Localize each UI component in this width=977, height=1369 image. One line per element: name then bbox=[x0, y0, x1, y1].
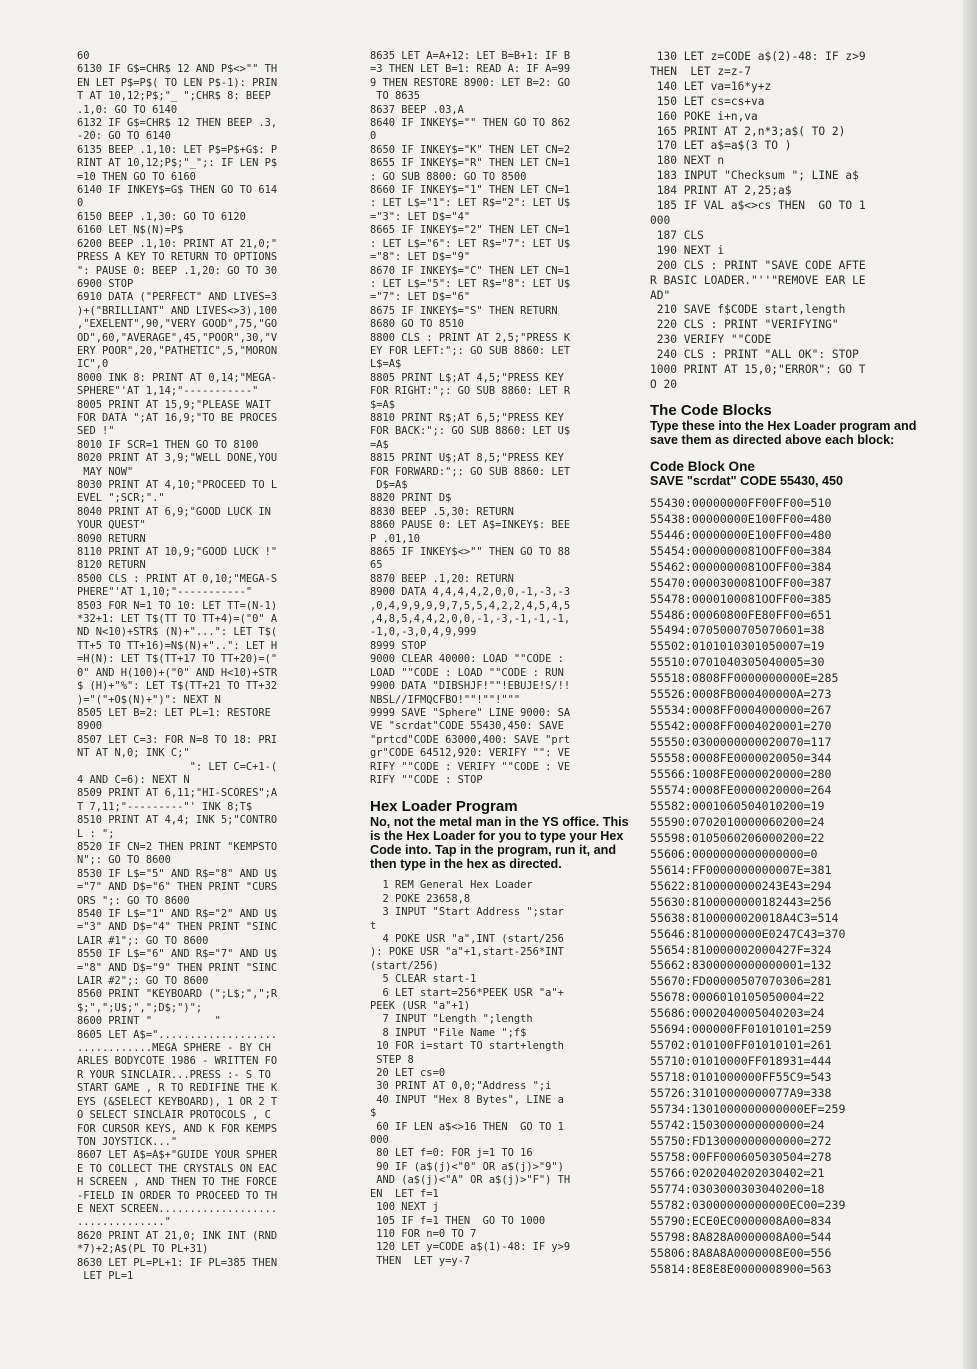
code-line: 8005 PRINT AT 15,9;"PLEASE WAIT bbox=[77, 398, 271, 411]
code-line: 8830 BEEP .5,30: RETURN bbox=[370, 505, 514, 518]
code-line: 0 bbox=[77, 197, 84, 210]
code-line: 9999 SAVE "Sphere" LINE 9000: SA bbox=[370, 706, 571, 719]
hex-loader-line: AND (a$(j)<"A" OR a$(j)>"F") TH bbox=[370, 1174, 571, 1187]
basic-listing-part-2 bbox=[370, 50, 642, 787]
hex-loader-line: 183 INPUT "Checksum "; LINE a$ bbox=[650, 169, 859, 183]
code-line: ": PAUSE 0: BEEP .1,20: GO TO 30 bbox=[77, 264, 278, 277]
hex-code-line: 55462:0000000081OOFF00=384 bbox=[650, 559, 832, 574]
hex-code-line: 55662:8300000000000001=132 bbox=[650, 958, 832, 973]
hex-code-line: 55526:0008FB000400000A=273 bbox=[650, 687, 832, 702]
code-line: OD",60,"AVERAGE",45,"POOR",30,"V bbox=[77, 331, 278, 344]
code-line: 6130 IF G$=CHR$ 12 AND P$<>"" TH bbox=[77, 63, 278, 76]
hex-loader-line: 80 LET f=0: FOR j=1 TO 16 bbox=[370, 1147, 533, 1160]
code-line: TON JOYSTICK..." bbox=[77, 1135, 178, 1148]
code-line: START GAME , R TO REDIFINE THE K bbox=[77, 1082, 278, 1095]
code-line: 6150 BEEP .1,30: GO TO 6120 bbox=[77, 210, 246, 223]
hex-loader-line: 185 IF VAL a$<>cs THEN GO TO 1 bbox=[650, 199, 866, 213]
hex-code-line: 55686:0002040005040203=24 bbox=[650, 1006, 825, 1021]
code-line: 8865 IF INKEY$<>"" THEN GO TO 88 bbox=[370, 546, 571, 559]
code-line: 6200 BEEP .1,10: PRINT AT 21,0;" bbox=[77, 237, 278, 250]
code-line: 6132 IF G$=CHR$ 12 THEN BEEP .3, bbox=[77, 117, 278, 130]
code-line: EN LET P$=P$( TO LEN P$-1): PRIN bbox=[77, 76, 278, 89]
code-line: 8665 IF INKEY$="2" THEN LET CN=1 bbox=[370, 224, 571, 237]
code-line: "prtcd"CODE 63000,400: SAVE "prt bbox=[370, 733, 571, 746]
code-line: 8650 IF INKEY$="K" THEN LET CN=2 bbox=[370, 143, 571, 156]
hex-code-line: 55806:8A8A8A0000008E00=556 bbox=[650, 1245, 832, 1260]
hex-code-line: 55798:8A828A0000008A00=544 bbox=[650, 1229, 832, 1244]
hex-code-line: 55478:0000100081OOFF00=385 bbox=[650, 591, 832, 606]
code-line: R YOUR SINCLAIR...PRESS :- S TO bbox=[77, 1068, 271, 1081]
code-line: 8637 BEEP .03,A bbox=[370, 103, 464, 116]
code-line: 0" AND H(100)+("0" AND H<10)+STR bbox=[77, 666, 278, 679]
code-line: 9000 CLEAR 40000: LOAD ""CODE : bbox=[370, 653, 564, 666]
code-blocks-heading: The Code Blocks bbox=[650, 401, 772, 419]
hex-code-line: 55718:0101000000FF55C9=543 bbox=[650, 1070, 832, 1085]
code-line: 8670 IF INKEY$="C" THEN LET CN=1 bbox=[370, 264, 571, 277]
code-line: L : "; bbox=[77, 827, 115, 840]
code-line: 8550 IF L$="6" AND R$="7" AND U$ bbox=[77, 948, 278, 961]
code-line: ERY POOR",20,"PATHETIC",5,"MORON bbox=[77, 344, 278, 357]
hex-code-line: 55590:0702010000060200=24 bbox=[650, 814, 825, 829]
hex-loader-line: 2 POKE 23658,8 bbox=[370, 892, 471, 905]
code-line: O SELECT SINCLAIR PROTOCOLS , C bbox=[77, 1109, 271, 1122]
code-line: 8505 LET B=2: LET PL=1: RESTORE bbox=[77, 706, 271, 719]
hex-loader-line: PEEK (USR "a"+1) bbox=[370, 1000, 471, 1012]
hex-code-line: 55702:010100FF01010101=261 bbox=[650, 1038, 832, 1053]
code-line: 6900 STOP bbox=[77, 277, 134, 290]
code-line: )+("BRILLIANT" AND LIVES<>3),100 bbox=[77, 304, 278, 317]
hex-loader-line: THEN LET y=y-7 bbox=[370, 1254, 471, 1267]
hex-code-line: 55790:ECE0EC0000008A00=834 bbox=[650, 1213, 832, 1228]
code-line: -20: GO TO 6140 bbox=[77, 130, 171, 143]
hex-loader-line: 000 bbox=[650, 213, 671, 227]
code-line: : LET L$="5": LET R$="8": LET U$ bbox=[370, 277, 571, 290]
code-line: 8805 PRINT L$;AT 4,5;"PRESS KEY bbox=[370, 371, 564, 384]
hex-code-line: 55694:000000FF01010101=259 bbox=[650, 1022, 832, 1037]
code-line: E NEXT SCREEN................... bbox=[77, 1202, 278, 1215]
code-line: 8800 CLS : PRINT AT 2,5;"PRESS K bbox=[370, 331, 571, 344]
hex-code-line: 55606:0000000000000000=0 bbox=[650, 846, 818, 861]
code-line: SED !" bbox=[77, 425, 115, 438]
hex-loader-line: 190 NEXT i bbox=[650, 243, 725, 257]
code-line: 6140 IF INKEY$=G$ THEN GO TO 614 bbox=[77, 184, 278, 197]
code-line: 9900 DATA "DIBSHJF!""!EBUJE!S/!! bbox=[370, 680, 571, 693]
hex-loader-line: 110 FOR n=0 TO 7 bbox=[370, 1227, 477, 1240]
code-line: =3 THEN LET B=1: READ A: IF A=99 bbox=[370, 63, 571, 76]
hex-loader-line: 7 INPUT "Length ";length bbox=[370, 1013, 533, 1026]
hex-loader-line: 220 CLS : PRINT "VERIFYING" bbox=[650, 318, 839, 332]
code-line: 8870 BEEP .1,20: RETURN bbox=[370, 572, 514, 585]
hex-loader-line: 20 LET cs=0 bbox=[370, 1067, 446, 1080]
hex-code-line: 55750:FD13000000000000=272 bbox=[650, 1133, 832, 1148]
hex-code-line: 55550:0300000000020070=117 bbox=[650, 735, 832, 750]
hex-code-line: 55534:0008FF0004000000=267 bbox=[650, 703, 832, 718]
listing-column-1 bbox=[77, 50, 347, 1283]
hex-loader-line: 60 IF LEN a$<>16 THEN GO TO 1 bbox=[370, 1120, 564, 1133]
hex-loader-line: 4 POKE USR "a",INT (start/256 bbox=[370, 932, 564, 945]
hex-loader-line: 200 CLS : PRINT "SAVE CODE AFTE bbox=[650, 258, 866, 272]
code-line: 9 THEN RESTORE 8900: LET B=2: GO bbox=[370, 76, 571, 89]
hex-code-line: 55494:0705000705070601=38 bbox=[650, 623, 825, 638]
code-line: ": LET C=C+1-( bbox=[77, 760, 278, 773]
page-edge bbox=[963, 0, 977, 1369]
code-line: NT AT N,0; INK C;" bbox=[77, 747, 190, 760]
code-line: ,"EXELENT",90,"VERY GOOD",75,"GO bbox=[77, 318, 278, 331]
code-line: 8600 PRINT " " bbox=[77, 1015, 221, 1028]
code-line: PHERE"'AT 1,10;"-----------" bbox=[77, 586, 253, 599]
code-line: =A$ bbox=[370, 438, 389, 451]
code-line: EVEL ";SCR;"." bbox=[77, 492, 165, 505]
hex-loader-line: 1000 PRINT AT 15,0;"ERROR": GO T bbox=[650, 363, 866, 377]
hex-loader-line: 3 INPUT "Start Address ";star bbox=[370, 906, 564, 919]
code-line: T 7,11;"---------"' INK 8;T$ bbox=[77, 800, 253, 813]
hex-loader-line: 30 PRINT AT 0,0;"Address ";i bbox=[370, 1080, 552, 1093]
hex-loader-line: 000 bbox=[370, 1134, 389, 1147]
code-line: 6135 BEEP .1,10: LET P$=P$+G$: P bbox=[77, 143, 278, 156]
code-line: 8520 IF CN=2 THEN PRINT "KEMPSTO bbox=[77, 840, 278, 853]
code-line: N";: GO TO 8600 bbox=[77, 854, 171, 867]
code-line: 8675 IF INKEY$="S" THEN RETURN bbox=[370, 304, 558, 317]
code-line: LET PL=1 bbox=[77, 1269, 134, 1282]
code-blocks-intro: Type these into the Hex Loader program and save them as directed above each block: bbox=[650, 418, 917, 447]
code-line: 8010 IF SCR=1 THEN GO TO 8100 bbox=[77, 438, 259, 451]
code-line: YOUR QUEST" bbox=[77, 519, 146, 532]
code-line: gr"CODE 64512,920: VERIFY "": VE bbox=[370, 747, 571, 760]
hex-loader-line: 105 IF f=1 THEN GO TO 1000 bbox=[370, 1214, 546, 1227]
hex-code-line: 55782:03000000000000EC00=239 bbox=[650, 1197, 846, 1212]
hex-loader-line: 184 PRINT AT 2,25;a$ bbox=[650, 184, 792, 198]
hex-code-line: 55638:8100000020018A4C3=514 bbox=[650, 910, 839, 925]
code-line: H SCREEN , AND THEN TO THE FORCE bbox=[77, 1176, 278, 1189]
code-line: FOR RIGHT:";: GO SUB 8860: LET R bbox=[370, 385, 571, 398]
hex-code-line: 55582:0001060504010200=19 bbox=[650, 798, 825, 813]
code-line: ARLES BODYCOTE 1986 - WRITTEN FO bbox=[77, 1055, 278, 1068]
code-line: IC",0 bbox=[77, 358, 109, 371]
hex-code-line: 55430:00000000FF00FF00=510 bbox=[650, 495, 832, 510]
code-line: 8640 IF INKEY$="" THEN GO TO 862 bbox=[370, 117, 571, 130]
code-line: VE "scrdat"CODE 55430,450: SAVE bbox=[370, 720, 564, 733]
hex-code-line: 55438:00000000E100FF00=480 bbox=[650, 511, 832, 526]
code-line: MAY NOW" bbox=[77, 465, 134, 478]
hex-loader-intro: No, not the metal man in the YS office. This is the Hex Loader for you to type your Hex Code into. Tap in the program, run it, and then type in the hex as directed. bbox=[370, 815, 629, 872]
code-line: 8110 PRINT AT 10,9;"GOOD LUCK !" bbox=[77, 546, 278, 559]
hex-loader-line: 210 SAVE f$CODE start,length bbox=[650, 303, 846, 317]
code-line: ND N<10)+STR$ (N)+"...": LET T$( bbox=[77, 626, 278, 639]
hex-code-line: 55726:31010000000077A9=338 bbox=[650, 1086, 832, 1101]
code-line: RIFY ""CODE : VERIFY ""CODE : VE bbox=[370, 760, 571, 773]
code-line: 8815 PRINT U$;AT 8,5;"PRESS KEY bbox=[370, 452, 564, 465]
hex-code-line: 55510:0701040305040005=30 bbox=[650, 655, 825, 670]
code-line: L$=A$ bbox=[370, 358, 402, 371]
code-line: ="8" AND D$="9" THEN PRINT "SINC bbox=[77, 961, 278, 974]
hex-code-line: 55654:810000002000427F=324 bbox=[650, 942, 832, 957]
code-line: FOR DATA ";AT 16,9;"TO BE PROCES bbox=[77, 411, 278, 424]
code-line: P .01,10 bbox=[370, 532, 421, 545]
code-line: 8040 PRINT AT 6,9;"GOOD LUCK IN bbox=[77, 505, 271, 518]
hex-code-line: 55486:00060800FE80FF00=651 bbox=[650, 607, 832, 622]
code-line: 8680 GO TO 8510 bbox=[370, 318, 464, 331]
hex-code-line: 55446:00000000E100FF00=480 bbox=[650, 527, 832, 542]
code-line: ORS ";: GO TO 8600 bbox=[77, 894, 190, 907]
hex-loader-listing bbox=[370, 879, 642, 1268]
code-line: 6160 LET N$(N)=P$ bbox=[77, 224, 184, 237]
hex-loader-line: AD" bbox=[650, 288, 671, 302]
code-line: ,0,4,9,9,9,9,7,5,5,4,2,2,4,5,4,5 bbox=[370, 599, 571, 612]
code-line: 8540 IF L$="1" AND R$="2" AND U$ bbox=[77, 908, 278, 920]
code-line: ="7" AND D$="6" THEN PRINT "CURS bbox=[77, 881, 278, 894]
code-line: NBSL//IFMQCFBO!""!""!""" bbox=[370, 693, 521, 706]
code-line: 8030 PRINT AT 4,10;"PROCEED TO L bbox=[77, 479, 278, 491]
code-line: ="8": LET D$="9" bbox=[370, 251, 471, 264]
code-line: 8860 PAUSE 0: LET A$=INKEY$: BEE bbox=[370, 519, 571, 532]
hex-code-listing bbox=[650, 496, 918, 1278]
hex-code-line: 55758:00FF000605030504=278 bbox=[650, 1149, 832, 1164]
hex-loader-line: 130 LET z=CODE a$(2)-48: IF z>9 bbox=[650, 50, 866, 63]
code-line: PRESS A KEY TO RETURN TO OPTIONS bbox=[77, 251, 278, 264]
hex-loader-line: 40 INPUT "Hex 8 Bytes", LINE a bbox=[370, 1093, 564, 1106]
code-line: 8560 PRINT "KEYBOARD (";L$;",";R bbox=[77, 988, 278, 1001]
code-line: ="7": LET D$="6" bbox=[370, 291, 471, 304]
hex-code-line: 55454:0000000081OOFF00=384 bbox=[650, 543, 832, 558]
code-line: 0 bbox=[370, 130, 377, 143]
hex-loader-line: EN LET f=1 bbox=[370, 1187, 439, 1200]
code-line: T AT 10,12;P$;"_ ";CHR$ 8: BEEP bbox=[77, 90, 271, 103]
code-line: RINT AT 10,12;P$;"_";: IF LEN P$ bbox=[77, 157, 278, 170]
code-line: 8900 bbox=[77, 720, 103, 733]
code-line: =10 THEN GO TO 6160 bbox=[77, 170, 196, 183]
code-line: 8900 DATA 4,4,4,4,2,0,0,-1,-3,-3 bbox=[370, 586, 571, 599]
hex-code-line: 55558:0008FE0000020050=344 bbox=[650, 751, 832, 766]
hex-code-line: 55518:0808FF0000000000E=285 bbox=[650, 671, 839, 686]
listing-column-2 bbox=[370, 50, 642, 1268]
hex-loader-line: 140 LET va=16*y+z bbox=[650, 79, 772, 93]
code-line: FOR BACK:";: GO SUB 8860: LET U$ bbox=[370, 425, 571, 438]
hex-loader-line: 165 PRINT AT 2,n*3;a$( TO 2) bbox=[650, 124, 846, 138]
code-line: ............MEGA SPHERE - BY CH bbox=[77, 1042, 271, 1055]
hex-loader-line: ): POKE USR "a"+1,start-256*INT bbox=[370, 946, 564, 959]
code-line: *7)+2;A$(PL TO PL+31) bbox=[77, 1243, 209, 1256]
hex-code-line: 55774:0303000303040200=18 bbox=[650, 1181, 825, 1196]
hex-code-line: 55614:FF0000000000007E=381 bbox=[650, 862, 832, 877]
code-line: 6910 DATA ("PERFECT" AND LIVES=3 bbox=[77, 291, 278, 304]
code-line: : LET L$="6": LET R$="7": LET U$ bbox=[370, 237, 571, 250]
hex-code-line: 55542:0008FF0004020001=270 bbox=[650, 719, 832, 734]
basic-listing-part-1 bbox=[77, 50, 347, 1283]
hex-loader-line: 90 IF (a$(j)<"0" OR a$(j)>"9") bbox=[370, 1160, 564, 1173]
code-line: EYS (&SELECT KEYBOARD), 1 OR 2 T bbox=[77, 1095, 278, 1108]
code-line: E TO COLLECT THE CRYSTALS ON EAC bbox=[77, 1162, 278, 1175]
code-line: 8510 PRINT AT 4,4; INK 5;"CONTRO bbox=[77, 814, 278, 827]
code-line: )="("+O$(N)+")": NEXT N bbox=[77, 693, 221, 706]
hex-code-line: 55678:0006010105050004=22 bbox=[650, 990, 825, 1005]
code-block-one-heading: Code Block One bbox=[650, 458, 755, 474]
code-line: RIFY ""CODE : STOP bbox=[370, 773, 483, 786]
hex-loader-line: STEP 8 bbox=[370, 1053, 414, 1066]
code-line: TO 8635 bbox=[370, 90, 421, 103]
code-line: FOR CURSOR KEYS, AND K FOR KEMPS bbox=[77, 1122, 278, 1135]
hex-loader-line: 240 CLS : PRINT "ALL OK": STOP bbox=[650, 348, 859, 362]
hex-code-line: 55630:8100000000182443=256 bbox=[650, 894, 832, 909]
hex-code-line: 55470:0000300081OOFF00=387 bbox=[650, 575, 832, 590]
code-line: 8820 PRINT D$ bbox=[370, 492, 452, 505]
hex-loader-line: 180 NEXT n bbox=[650, 154, 725, 168]
listing-column-3 bbox=[650, 50, 918, 1278]
hex-loader-line: 120 LET y=CODE a$(1)-48: IF y>9 bbox=[370, 1241, 571, 1254]
code-line: : LET L$="1": LET R$="2": LET U$ bbox=[370, 197, 571, 210]
code-line: 8503 FOR N=1 TO 10: LET TT=(N-1) bbox=[77, 599, 278, 612]
hex-loader-line: 6 LET start=256*PEEK USR "a"+ bbox=[370, 986, 564, 999]
code-line: ="3": LET D$="4" bbox=[370, 210, 471, 223]
hex-code-line: 55742:1503000000000000=24 bbox=[650, 1118, 825, 1133]
code-line: 65 bbox=[370, 559, 383, 572]
code-line: 8090 RETURN bbox=[77, 532, 146, 545]
hex-loader-line: 1 REM General Hex Loader bbox=[370, 879, 533, 892]
hex-loader-line: (start/256) bbox=[370, 959, 439, 972]
code-line: 8605 LET A$="................... bbox=[77, 1028, 278, 1041]
hex-loader-line: 230 VERIFY ""CODE bbox=[650, 333, 772, 347]
code-line: 8530 IF L$="5" AND R$="8" AND U$ bbox=[77, 867, 278, 880]
code-line: 8120 RETURN bbox=[77, 559, 146, 572]
code-line: 8509 PRINT AT 6,11;"HI-SCORES";A bbox=[77, 787, 278, 800]
code-line: $=A$ bbox=[370, 398, 396, 411]
code-line: 4 AND C=6): NEXT N bbox=[77, 773, 190, 786]
hex-loader-line: 8 INPUT "File Name ";f$ bbox=[370, 1026, 527, 1039]
code-line: 8500 CLS : PRINT AT 0,10;"MEGA-S bbox=[77, 572, 278, 585]
hex-code-line: 55598:0105060206000200=22 bbox=[650, 830, 825, 845]
code-line: 60 bbox=[77, 50, 90, 62]
hex-code-line: 55670:FD00000507070306=281 bbox=[650, 974, 832, 989]
code-line: 8000 INK 8: PRINT AT 0,14;"MEGA- bbox=[77, 371, 278, 384]
hex-code-line: 55646:8100000000E0247C43=370 bbox=[650, 926, 846, 941]
code-line: .1,0: GO TO 6140 bbox=[77, 103, 178, 116]
hex-loader-line: 187 CLS bbox=[650, 228, 704, 242]
code-line: LAIR #1";: GO TO 8600 bbox=[77, 934, 209, 947]
code-line: 8635 LET A=A+12: LET B=B+1: IF B bbox=[370, 50, 571, 62]
code-line: LOAD ""CODE : LOAD ""CODE : RUN bbox=[370, 666, 564, 679]
code-line: -FIELD IN ORDER TO PROCEED TO TH bbox=[77, 1189, 278, 1202]
code-line: 8020 PRINT AT 3,9;"WELL DONE,YOU bbox=[77, 452, 278, 465]
hex-loader-line: 150 LET cs=cs+va bbox=[650, 94, 765, 108]
hex-code-line: 55710:01010000FF018931=444 bbox=[650, 1054, 832, 1069]
hex-loader-line: 10 FOR i=start TO start+length bbox=[370, 1040, 564, 1053]
code-line: SPHERE"'AT 1,14;"-----------" bbox=[77, 385, 259, 398]
hex-code-line: 55566:1008FE0000020000=280 bbox=[650, 767, 832, 782]
hex-code-line: 55766:0202040202030402=21 bbox=[650, 1165, 825, 1180]
code-line: 8620 PRINT AT 21,0; INK INT (RND bbox=[77, 1229, 278, 1242]
code-line: 8999 STOP bbox=[370, 639, 427, 652]
code-line: EY FOR LEFT:";: GO SUB 8860: LET bbox=[370, 344, 571, 357]
hex-code-line: 55622:8100000000243E43=294 bbox=[650, 878, 832, 893]
code-line: =H(N): LET T$(TT+17 TO TT+20)=(" bbox=[77, 653, 278, 666]
code-line: TT+5 TO TT+16)=N$(N)+"..": LET H bbox=[77, 639, 278, 652]
code-line: ="3" AND D$="4" THEN PRINT "SINC bbox=[77, 921, 278, 934]
code-line: FOR FORWARD:";: GO SUB 8860: LET bbox=[370, 465, 571, 478]
hex-loader-listing-continued bbox=[650, 50, 918, 393]
hex-code-line: 55574:0008FE0000020000=264 bbox=[650, 783, 832, 797]
hex-code-line: 55814:8E8E8E0000008900=563 bbox=[650, 1261, 832, 1276]
hex-loader-line: 100 NEXT j bbox=[370, 1201, 439, 1214]
hex-code-line: 55502:0101010301050007=19 bbox=[650, 639, 825, 654]
hex-code-line: 55734:1301000000000000EF=259 bbox=[650, 1102, 846, 1117]
hex-loader-line: 170 LET a$=a$(3 TO ) bbox=[650, 139, 792, 153]
code-line: : GO SUB 8800: GO TO 8500 bbox=[370, 170, 527, 183]
code-line: .............." bbox=[77, 1216, 171, 1229]
code-line: 8630 LET PL=PL+1: IF PL=385 THEN bbox=[77, 1256, 278, 1269]
hex-loader-line: 160 POKE i+n,va bbox=[650, 109, 758, 123]
code-line: ,4,8,5,4,4,2,0,0,-1,-3,-1,-1,-1, bbox=[370, 613, 571, 626]
code-line: 8507 LET C=3: FOR N=8 TO 18: PRI bbox=[77, 733, 278, 746]
code-line: 8810 PRINT R$;AT 6,5;"PRESS KEY bbox=[370, 411, 564, 424]
code-line: -1,0,-3,0,4,9,999 bbox=[370, 626, 477, 639]
code-line: $;",";U$;",";D$;")"; bbox=[77, 1001, 203, 1014]
hex-loader-line: t bbox=[370, 919, 377, 932]
code-line: 8655 IF INKEY$="R" THEN LET CN=1 bbox=[370, 157, 571, 170]
hex-loader-line: THEN LET z=z-7 bbox=[650, 64, 752, 78]
hex-loader-heading: Hex Loader Program bbox=[370, 798, 518, 816]
code-block-one-save: SAVE "scrdat" CODE 55430, 450 bbox=[650, 473, 844, 488]
code-line: 8607 LET A$=A$+"GUIDE YOUR SPHER bbox=[77, 1149, 278, 1162]
code-line: 8660 IF INKEY$="1" THEN LET CN=1 bbox=[370, 184, 571, 197]
code-line: $ (H)+"%": LET T$(TT+21 TO TT+32 bbox=[77, 680, 278, 693]
code-line: D$=A$ bbox=[370, 479, 408, 491]
hex-loader-line: $ bbox=[370, 1107, 377, 1120]
hex-loader-line: 5 CLEAR start-1 bbox=[370, 973, 477, 986]
hex-loader-line: O 20 bbox=[650, 377, 677, 391]
hex-loader-line: R BASIC LOADER."''"REMOVE EAR LE bbox=[650, 273, 866, 287]
code-line: *32+1: LET T$(TT TO TT+4)=("0" A bbox=[77, 613, 278, 626]
code-line: LAIR #2";: GO TO 8600 bbox=[77, 975, 209, 988]
